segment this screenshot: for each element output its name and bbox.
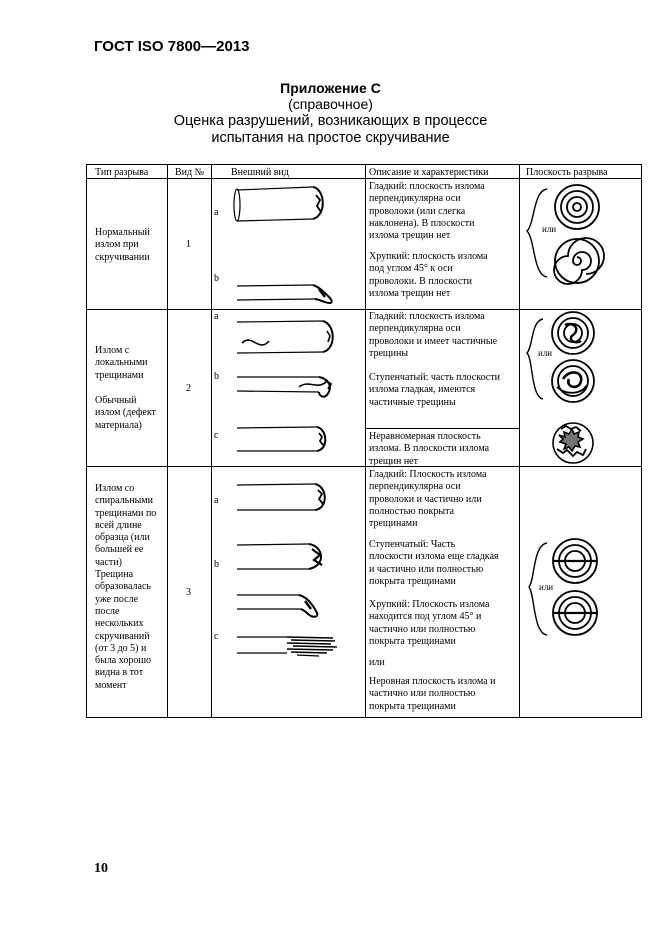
row1-number: 1 bbox=[186, 239, 191, 250]
row2-desc-stepped: Ступенчатый: часть плоскости излома гладкая, имеются частичные трещины bbox=[369, 372, 500, 408]
header-fracture-type: Тип разрыва bbox=[95, 167, 149, 178]
appendix-heading-line2: испытания на простое скручивание bbox=[211, 130, 450, 146]
fracture-disc-3b-icon bbox=[553, 591, 597, 635]
fracture-disc-2c-icon bbox=[553, 423, 593, 463]
row3-number: 3 bbox=[186, 587, 191, 598]
row2-type: Излом с локальными трещинами bbox=[95, 345, 148, 381]
fracture-disc-1a-icon bbox=[555, 185, 599, 229]
row3-desc-or: или bbox=[369, 657, 385, 668]
row2-number: 2 bbox=[186, 383, 191, 394]
fracture-disc-3a-icon bbox=[553, 539, 597, 583]
row3-or-label: или bbox=[539, 582, 554, 592]
row1-view-a-label: a bbox=[214, 207, 219, 218]
header-appearance: Внешний вид bbox=[231, 167, 289, 178]
row1-or-label: или bbox=[542, 224, 557, 234]
fracture-disc-2b-icon bbox=[552, 360, 594, 402]
row1-desc-brittle: Хрупкий: плоскость излома под углом 45° к оси проволоки. В плоскости излома трещин нет bbox=[369, 251, 488, 299]
header-view-number: Вид № bbox=[175, 167, 205, 178]
fracture-disc-2a-icon bbox=[552, 312, 594, 354]
fracture-disc-1b-icon bbox=[554, 238, 604, 284]
row3-desc-smooth: Гладкий: Плоскость излома перпендикулярна оси проволоки и частично или полностью покрыта трещинами bbox=[369, 469, 487, 530]
row2-or-label: или bbox=[538, 348, 553, 358]
row2-brace-icon bbox=[527, 319, 543, 399]
row1-brace-icon bbox=[527, 189, 547, 277]
appendix-heading-line1: Оценка разрушений, возникающих в процессе bbox=[173, 113, 488, 129]
row3-view-a-label: a bbox=[214, 495, 219, 506]
row3-desc-brittle: Хрупкий: Плоскость излома находится под углом 45° и частично или полностью покрыта трещинами bbox=[369, 599, 490, 647]
row2-desc-uneven: Неравномерная плоскость излома. В плоскости излома трещин нет bbox=[369, 431, 490, 467]
row2-view-b-label: b bbox=[214, 371, 219, 382]
header-description: Описание и характеристики bbox=[369, 167, 489, 178]
row1-type: Нормальный излом при скручивании bbox=[95, 227, 150, 263]
fracture-plane-drawings bbox=[87, 165, 643, 719]
row2-desc-smooth: Гладкий: плоскость излома перпендикулярна оси проволоки и имеет частичные трещины bbox=[369, 311, 498, 359]
row1-desc-smooth: Гладкий: плоскость излома перпендикулярна оси проволоки (или слегка наклонена). В плоскости излома трещин нет bbox=[369, 181, 485, 242]
row3-type: Излом со спиральными трещинами по всей длине образца (или большей ее части) Трещина образовалась уже после после нескольких скручиваний (от 3 до 5) и была хорошо видна в тот момент bbox=[95, 483, 157, 691]
row3-brace-icon bbox=[529, 543, 547, 635]
row3-desc-uneven: Неровная плоскость излома и частично или полностью покрыта трещинами bbox=[369, 676, 496, 712]
header-fracture-plane: Плоскость разрыва bbox=[526, 167, 608, 178]
row2-type-normal: Обычный излом (дефект материала) bbox=[95, 395, 156, 431]
appendix-subtitle: (справочное) bbox=[288, 96, 373, 112]
row3-view-c-label: c bbox=[214, 631, 219, 642]
document-header: ГОСТ ISO 7800—2013 bbox=[94, 38, 250, 55]
row2-view-c-label: c bbox=[214, 430, 219, 441]
page-number: 10 bbox=[94, 861, 108, 876]
row1-view-b-label: b bbox=[214, 273, 219, 284]
row2-view-a-label: a bbox=[214, 311, 219, 322]
row3-view-b-label: b bbox=[214, 559, 219, 570]
fracture-table bbox=[86, 164, 642, 718]
appendix-title: Приложение С bbox=[280, 80, 381, 96]
row3-desc-stepped: Ступенчатый: Часть плоскости излома еще гладкая и частично или полностью покрыта трещинами bbox=[369, 539, 499, 587]
